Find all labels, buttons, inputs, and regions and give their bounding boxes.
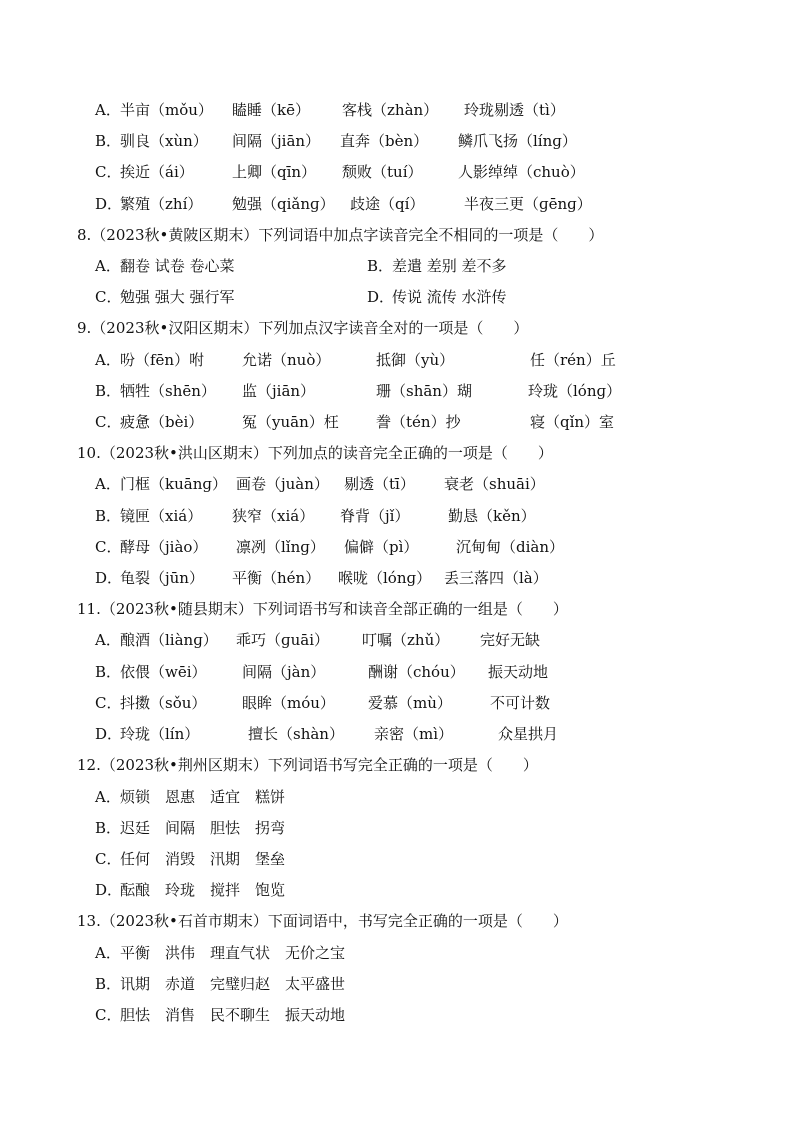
question-9-option-c	[95, 410, 794, 434]
question-10-option-b	[95, 504, 794, 528]
option-item: 繁殖（zhí）	[120, 195, 203, 213]
option-letter: C．	[95, 288, 122, 306]
option-item: 勉强（qiǎnɡ）	[232, 195, 335, 213]
option-row-c	[95, 160, 794, 184]
option-item: 玲珑（lónɡ）	[528, 382, 622, 400]
option-text: 胆怯 消售 民不聊生 振天动地	[120, 1006, 346, 1024]
option-item: 半夜三更（ɡēnɡ）	[464, 195, 592, 213]
option-letter: B．	[367, 257, 394, 275]
option-letter: D．	[367, 288, 395, 306]
option-letter: C．	[95, 1006, 122, 1024]
option-letter: D．	[95, 195, 123, 213]
question-12-stem: 12.（2023秋•荆州区期末）下列词语书写完全正确的一项是（ ）	[77, 756, 538, 774]
question-10-option-c	[95, 535, 794, 559]
option-letter: D．	[95, 725, 123, 743]
question-13-option-a	[95, 941, 794, 965]
option-letter: A．	[95, 475, 121, 493]
option-letter: C．	[95, 850, 122, 868]
option-item: 不可计数	[490, 694, 551, 712]
option-letter: A．	[95, 788, 121, 806]
option-item: 直奔（bèn）	[340, 132, 429, 150]
option-letter: A．	[95, 631, 121, 649]
option-item: 上卿（qīn）	[232, 163, 317, 181]
option-item: 叮嘱（zhǔ）	[362, 631, 450, 649]
question-11-option-a	[95, 628, 794, 652]
option-text: 烦锁 恩惠 适宜 糕饼	[120, 788, 286, 806]
option-item: 偏僻（pì）	[344, 538, 419, 556]
option-letter: C．	[95, 413, 122, 431]
option-item: 酵母（jiào）	[120, 538, 208, 556]
option-item: 乖巧（ɡuāi）	[236, 631, 330, 649]
option-item: 牺牲（shēn）	[120, 382, 216, 400]
option-item: 门框（kuānɡ）	[120, 475, 227, 493]
option-item: 吩（fēn）咐	[120, 351, 205, 369]
option-item: 狭窄（xiá）	[232, 507, 315, 525]
question-9-option-b	[95, 379, 794, 403]
question-8-options-ab	[95, 254, 794, 278]
option-item: 勤恳（kěn）	[448, 507, 536, 525]
option-item: 抵御（yù）	[376, 351, 455, 369]
option-item: 疲惫（bèi）	[120, 413, 204, 431]
option-item: 寝（qǐn）室	[530, 413, 615, 431]
option-item: 眼眸（móu）	[242, 694, 335, 712]
question-12-option-d	[95, 878, 794, 902]
option-letter: B．	[95, 132, 122, 150]
option-letter: A．	[95, 101, 121, 119]
option-item: 众星拱月	[498, 725, 559, 743]
option-item: 挨近（ái）	[120, 163, 194, 181]
option-text: 传说 流传 水浒传	[392, 288, 507, 306]
question-11-option-d	[95, 722, 794, 746]
option-item: 驯良（xùn）	[120, 132, 208, 150]
option-item: 允诺（nuò）	[242, 351, 331, 369]
option-item: 振天动地	[488, 663, 549, 681]
option-item: 颓败（tuí）	[342, 163, 423, 181]
option-item: 丢三落四（là）	[444, 569, 548, 587]
option-item: 脊背（jǐ）	[340, 507, 410, 525]
option-item: 人影绰绰（chuò）	[458, 163, 585, 181]
option-text: 差遣 差别 差不多	[392, 257, 507, 275]
option-text: 勉强 强大 强行军	[120, 288, 235, 306]
option-item: 完好无缺	[480, 631, 541, 649]
option-item: 凛冽（lǐnɡ）	[236, 538, 325, 556]
option-item: 衰老（shuāi）	[444, 475, 545, 493]
question-8-options-cd	[95, 285, 794, 309]
option-item: 玲珑剔透（tì）	[464, 101, 565, 119]
option-item: 歧途（qí）	[350, 195, 425, 213]
option-letter: B．	[95, 975, 122, 993]
option-item: 玲珑（lín）	[120, 725, 200, 743]
option-row-b	[95, 129, 794, 153]
option-letter: A．	[95, 257, 121, 275]
option-letter: B．	[95, 382, 122, 400]
question-9-stem: 9.（2023秋•汉阳区期末）下列加点汉字读音全对的一项是（ ）	[77, 319, 529, 337]
option-item: 冤（yuān）枉	[242, 413, 339, 431]
option-item: 半亩（mǒu）	[120, 101, 213, 119]
option-item: 任（rén）丘	[530, 351, 616, 369]
option-text: 酝酿 玲珑 搅拌 饱览	[120, 881, 286, 899]
question-11-stem: 11.（2023秋•随县期末）下列词语书写和读音全部正确的一组是（ ）	[77, 600, 568, 618]
option-item: 誊（tén）抄	[376, 413, 461, 431]
question-13-option-c	[95, 1003, 794, 1027]
question-9-option-a	[95, 348, 794, 372]
question-10-stem: 10.（2023秋•洪山区期末）下列加点的读音完全正确的一项是（ ）	[77, 444, 553, 462]
option-text: 任何 消毁 汛期 堡垒	[120, 850, 286, 868]
option-text: 讯期 赤道 完璧归赵 太平盛世	[120, 975, 346, 993]
option-item: 沉甸甸（diàn）	[456, 538, 565, 556]
option-item: 擅长（shàn）	[248, 725, 344, 743]
option-letter: C．	[95, 163, 122, 181]
question-12-option-a	[95, 785, 794, 809]
question-10-option-a	[95, 472, 794, 496]
question-8-stem: 8.（2023秋•黄陂区期末）下列词语中加点字读音完全不相同的一项是（ ）	[77, 226, 604, 244]
question-12-option-b	[95, 816, 794, 840]
option-item: 间隔（jiān）	[232, 132, 321, 150]
option-item: 酬谢（chóu）	[368, 663, 465, 681]
option-item: 酿酒（liànɡ）	[120, 631, 218, 649]
option-letter: D．	[95, 881, 123, 899]
option-item: 瞌睡（kē）	[232, 101, 310, 119]
question-11-option-b	[95, 660, 794, 684]
option-item: 依偎（wēi）	[120, 663, 207, 681]
option-item: 鳞爪飞扬（línɡ）	[458, 132, 577, 150]
option-item: 间隔（jàn）	[242, 663, 326, 681]
question-10-option-d	[95, 566, 794, 590]
question-13-stem: 13.（2023秋•石首市期末）下面词语中，书写完全正确的一项是（ ）	[77, 912, 568, 930]
option-text: 翻卷 试卷 卷心菜	[120, 257, 235, 275]
question-11-option-c	[95, 691, 794, 715]
option-letter: A．	[95, 944, 121, 962]
option-letter: C．	[95, 538, 122, 556]
option-letter: A．	[95, 351, 121, 369]
option-item: 爱慕（mù）	[368, 694, 452, 712]
option-letter: C．	[95, 694, 122, 712]
option-item: 亲密（mì）	[374, 725, 454, 743]
option-text: 迟廷 间隔 胆怯 拐弯	[120, 819, 286, 837]
option-item: 监（jiān）	[242, 382, 316, 400]
option-item: 平衡（hén）	[232, 569, 321, 587]
option-item: 剔透（tī）	[344, 475, 415, 493]
question-13-option-b	[95, 972, 794, 996]
question-12-option-c	[95, 847, 794, 871]
option-item: 画卷（juàn）	[236, 475, 329, 493]
option-letter: B．	[95, 507, 122, 525]
option-letter: B．	[95, 663, 122, 681]
option-item: 客栈（zhàn）	[342, 101, 439, 119]
option-letter: D．	[95, 569, 123, 587]
option-item: 珊（shān）瑚	[376, 382, 472, 400]
option-item: 龟裂（jūn）	[120, 569, 204, 587]
option-item: 镜匣（xiá）	[120, 507, 203, 525]
option-row-a	[95, 98, 794, 122]
option-item: 抖擞（sǒu）	[120, 694, 207, 712]
option-letter: B．	[95, 819, 122, 837]
option-item: 喉咙（lónɡ）	[338, 569, 432, 587]
option-text: 平衡 洪伟 理直气状 无价之宝	[120, 944, 346, 962]
option-row-d	[95, 192, 794, 216]
